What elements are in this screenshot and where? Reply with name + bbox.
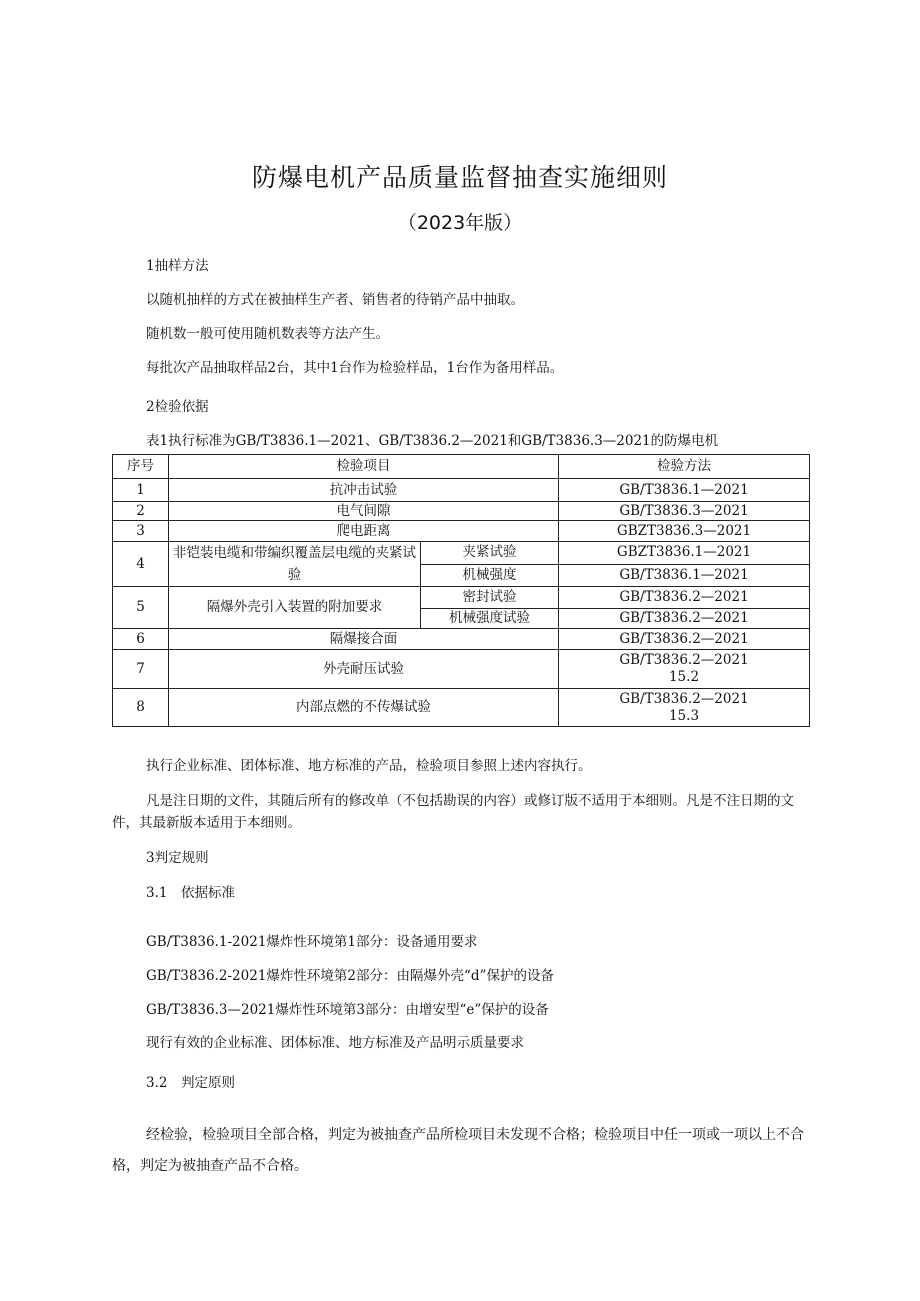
row-method-cell	[559, 689, 810, 727]
subsection-3-1-heading: 3.1 依据标准	[146, 885, 235, 901]
table-row	[113, 521, 810, 542]
section-2-heading: 2检验依据	[146, 399, 209, 415]
standard-item: GB/T3836.2-2021爆炸性环境第2部分：由隔爆外壳“d”保护的设备	[146, 968, 554, 984]
row-subitem: 密封试验	[421, 587, 559, 609]
paragraph: 执行企业标准、团体标准、地方标准的产品，检验项目参照上述内容执行。	[146, 758, 592, 774]
row-item: 内部点燃的不传爆试验	[169, 689, 559, 727]
standard-item: 现行有效的企业标准、团体标准、地方标准及产品明示质量要求	[146, 1035, 524, 1051]
table-caption: 表1执行标准为GB/T3836.1—2021、GB/T3836.2—2021和GB/T3836.3—2021的防爆电机	[146, 433, 719, 449]
row-item: 隔爆接合面	[169, 629, 559, 650]
inspection-table	[112, 454, 810, 727]
row-method: GB/T3836.2—2021	[559, 609, 810, 629]
row-method: GB/T3836.3—2021	[559, 502, 810, 521]
paragraph: 以随机抽样的方式在被抽样生产者、销售者的待销产品中抽取。	[146, 292, 524, 308]
section-1-heading: 1抽样方法	[146, 258, 209, 274]
document-edition: （2023年版）	[397, 212, 523, 234]
paragraph: 每批次产品抽取样品2台，其中1台作为检验样品，1台作为备用样品。	[146, 360, 564, 376]
header-no: 序号	[113, 455, 169, 479]
row-item: 爬电距离	[169, 521, 559, 542]
row-method-clause: 15.3	[668, 707, 700, 724]
paragraph: 随机数一般可使用随机数表等方法产生。	[146, 326, 389, 342]
row-item: 抗冲击试验	[169, 479, 559, 502]
row-item: 电气间隙	[169, 502, 559, 521]
row-no: 6	[113, 629, 169, 650]
paragraph: 经检验，检验项目全部合格，判定为被抽查产品所检项目未发现不合格；检验项目中任一项或一项以上不合格，判定为被抽查产品不合格。	[112, 1127, 804, 1174]
row-method: GB/T3836.1—2021	[559, 564, 810, 587]
paragraph: 凡是注日期的文件，其随后所有的修改单（不包括勘误的内容）或修订版不适用于本细则。凡是不注日期的文件，其最新版本适用于本细则。	[112, 793, 794, 831]
row-no: 3	[113, 521, 169, 542]
row-no: 1	[113, 479, 169, 502]
row-subitem: 夹紧试验	[421, 542, 559, 565]
row-method: GBZT3836.3—2021	[559, 521, 810, 542]
document-title: 防爆电机产品质量监督抽查实施细则	[251, 163, 668, 192]
standard-item: GB/T3836.1-2021爆炸性环境第1部分：设备通用要求	[146, 934, 478, 950]
subsection-3-2-heading: 3.2 判定原则	[146, 1075, 235, 1091]
row-no: 5	[113, 587, 169, 629]
row-method: GB/T3836.2—2021	[619, 690, 749, 707]
row-no: 8	[113, 689, 169, 727]
table-row	[113, 502, 810, 521]
table-header-row	[113, 455, 810, 479]
standard-item: GB/T3836.3—2021爆炸性环境第3部分：由增安型“e”保护的设备	[146, 1002, 549, 1018]
table-row	[113, 629, 810, 650]
header-method: 检验方法	[559, 455, 810, 479]
row-no: 7	[113, 650, 169, 689]
row-method: GB/T3836.1—2021	[559, 479, 810, 502]
row-item: 非铠装电缆和带编织覆盖层电缆的夹紧试验	[169, 542, 421, 587]
row-item: 外壳耐压试验	[169, 650, 559, 689]
row-subitem: 机械强度试验	[421, 609, 559, 629]
row-no: 2	[113, 502, 169, 521]
header-item: 检验项目	[169, 455, 559, 479]
table-row	[113, 542, 810, 565]
table-row	[113, 479, 810, 502]
table-row	[113, 689, 810, 727]
row-item: 隔爆外壳引入装置的附加要求	[169, 587, 421, 629]
row-method-cell	[559, 650, 810, 689]
row-no: 4	[113, 542, 169, 587]
table-row	[113, 650, 810, 689]
row-method-clause: 15.2	[668, 669, 700, 685]
row-subitem: 机械强度	[421, 564, 559, 587]
section-3-heading: 3判定规则	[146, 850, 209, 866]
table-row	[113, 587, 810, 609]
row-method: GB/T3836.2—2021	[559, 587, 810, 609]
row-method: GB/T3836.2—2021	[559, 629, 810, 650]
row-method: GB/T3836.2—2021	[619, 652, 749, 668]
row-method: GBZT3836.1—2021	[559, 542, 810, 565]
